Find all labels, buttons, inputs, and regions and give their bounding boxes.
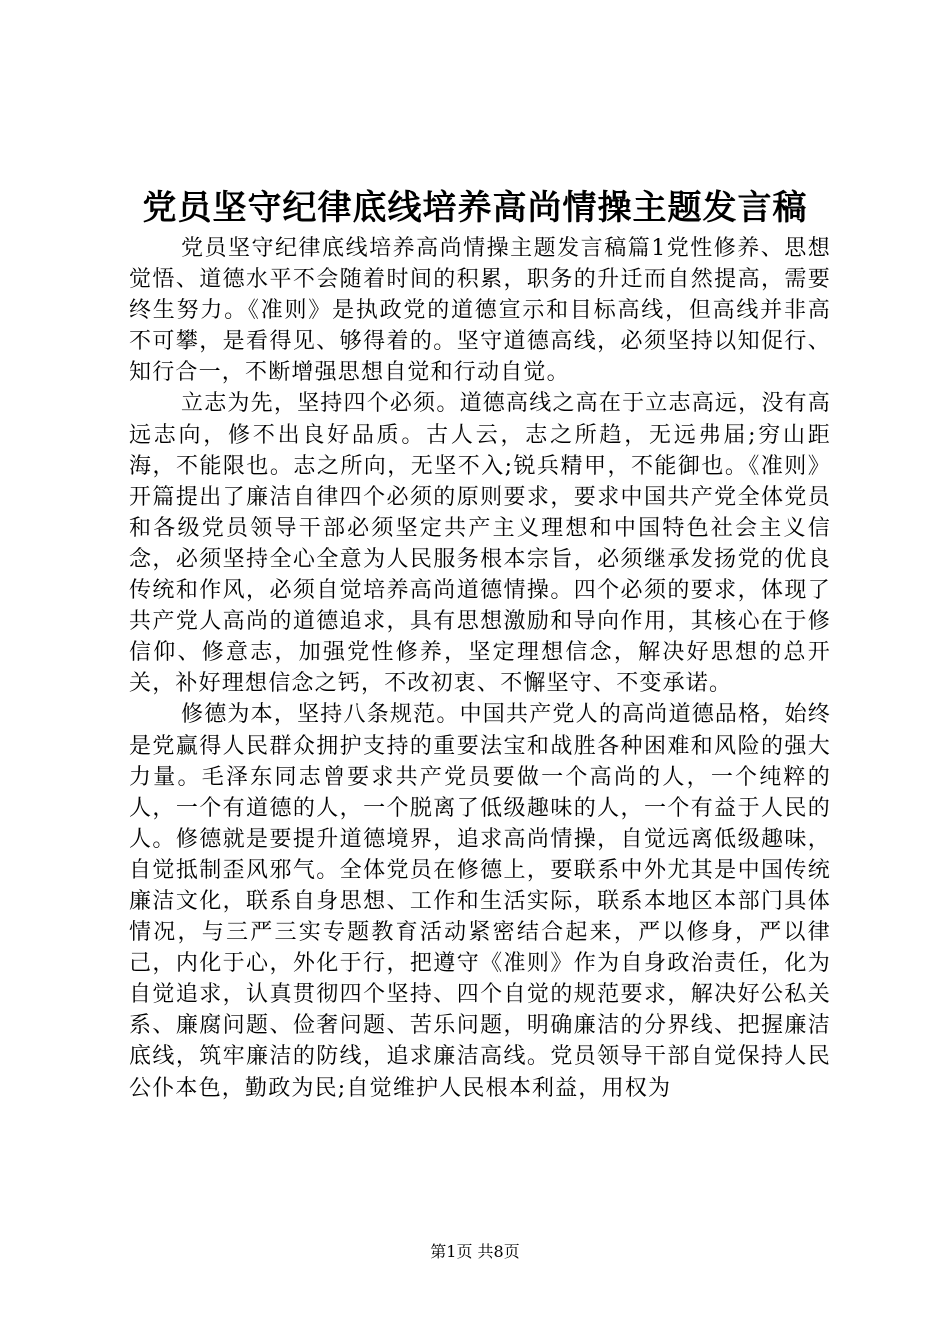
paragraph-aspiration: 立志为先，坚持四个必须。道德高线之高在于立志高远，没有高远志向，修不出良好品质。古人云，志之所趋，无远弗届;穷山距海，不能限也。志之所向，无坚不入;锐兵精甲，不能御也。《准则》开篇提出了廉洁自律四个必须的原则要求，要求中国共产党全体党员和各级党员领导干部必须坚定共产主义理想和中国特色社会主义信念，必须坚持全心全意为人民服务根本宗旨，必须继承发扬党的优良传统和作风，必须自觉培养高尚道德情操。四个必须的要求，体现了共产党人高尚的道德追求，具有思想激励和导向作用，其核心在于修信仰、修意志，加强党性修养，坚定理想信念，解决好思想的总开关，补好理想信念之钙，不改初衷、不懈坚守、不变承诺。 <box>129 391 831 697</box>
page-footer: 第1页 共8页 <box>430 1242 520 1261</box>
paragraph-virtue: 修德为本，坚持八条规范。中国共产党人的高尚道德品格，始终是党赢得人民群众拥护支持的重要法宝和战胜各种困难和风险的强大力量。毛泽东同志曾要求共产党员要做一个高尚的人，一个纯粹的人，一个有道德的人，一个脱离了低级趣味的人，一个有益于人民的人。修德就是要提升道德境界，追求高尚情操，自觉远离低级趣味，自觉抵制歪风邪气。全体党员在修德上，要联系中外尤其是中国传统廉洁文化，联系自身思想、工作和生活实际，联系本地区本部门具体情况，与三严三实专题教育活动紧密结合起来，严以修身，严以律己，内化于心，外化于行，把遵守《准则》作为自身政治责任，化为自觉追求，认真贯彻四个坚持、四个自觉的规范要求，解决好公私关系、廉腐问题、俭奢问题、苦乐问题，明确廉洁的分界线、把握廉洁底线，筑牢廉洁的防线，追求廉洁高线。党员领导干部自觉保持人民公仆本色，勤政为民;自觉维护人民根本利益，用权为 <box>129 702 831 1101</box>
document-body <box>129 233 831 1104</box>
paragraph-intro: 党员坚守纪律底线培养高尚情操主题发言稿篇1党性修养、思想觉悟、道德水平不会随着时间的积累，职务的升迁而自然提高，需要终生努力。《准则》是执政党的道德宣示和目标高线，但高线并非高不可攀，是看得见、够得着的。坚守道德高线，必须坚持以知促行、知行合一，不断增强思想自觉和行动自觉。 <box>129 236 831 386</box>
document-title: 党员坚守纪律底线培养高尚情操主题发言稿 <box>142 188 808 228</box>
